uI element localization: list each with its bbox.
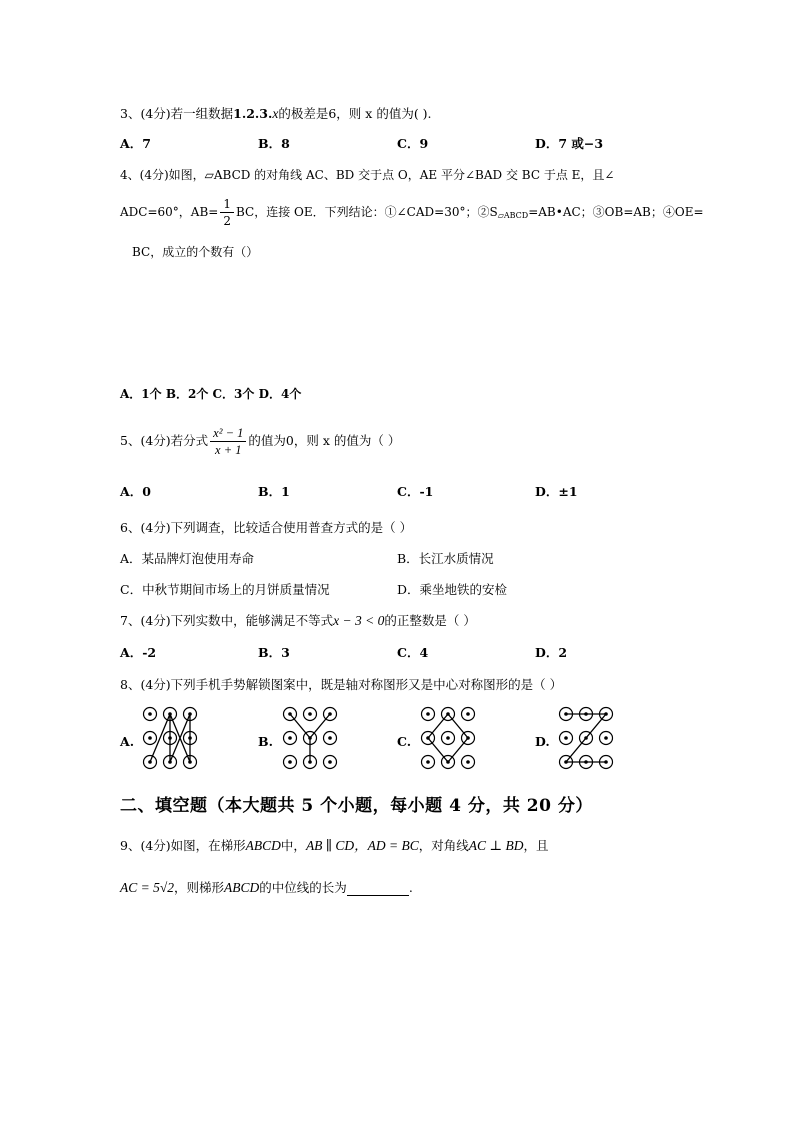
q5-numerator: x² − 1: [210, 425, 246, 442]
q3-option-b: B．8: [258, 136, 290, 151]
q9-text-d: ，且: [523, 838, 549, 853]
unlock-node-dot: [604, 760, 608, 764]
unlock-node-dot: [466, 712, 470, 716]
unlock-node-dot: [564, 712, 568, 716]
q5-text-b: 的值为0，则 x 的值为（ ）: [248, 433, 401, 448]
q3-option-d: D．7 或−3: [535, 136, 604, 151]
unlock-node-dot: [308, 736, 312, 740]
unlock-pattern-b: [280, 704, 340, 772]
unlock-node-dot: [426, 736, 430, 740]
q7-option-c: C．4: [397, 645, 429, 660]
unlock-node-dot: [466, 760, 470, 764]
q7-text-a: 7、(4分)下列实数中，能够满足不等式: [120, 613, 334, 628]
q4-text-b: BC，连接 OE．下列结论：①∠CAD=30°；②S: [235, 205, 498, 219]
unlock-node-dot: [328, 736, 332, 740]
question-7-stem: [120, 613, 476, 629]
q9-text-a: 9、(4分)如图，在梯形: [120, 838, 246, 853]
q4-frac-num: 1: [220, 196, 234, 213]
unlock-node-dot: [308, 760, 312, 764]
unlock-node-dot: [148, 712, 152, 716]
q5-option-a: A．0: [120, 484, 151, 499]
unlock-node-dot: [148, 760, 152, 764]
q9-end: .: [408, 880, 413, 895]
unlock-node-dot: [446, 736, 450, 740]
q5-option-c: C．-1: [397, 484, 434, 499]
q3-variable: x: [272, 106, 279, 121]
q7-inequality: x − 3 < 0: [333, 613, 385, 628]
q3-text-c: x: [365, 106, 373, 121]
unlock-node-dot: [328, 712, 332, 716]
unlock-node-dot: [148, 736, 152, 740]
q8-label-b: B.: [258, 734, 273, 749]
q9-text-c: ，对角线: [418, 838, 469, 853]
q5-fraction: [210, 425, 246, 458]
q7-option-d: D．2: [535, 645, 568, 660]
unlock-node-dot: [288, 736, 292, 740]
q4-text-a: ADC=60°，AB=: [120, 205, 219, 219]
q5-option-d: D．±1: [535, 484, 578, 499]
q9-perpendicular: AC ⊥ BD: [468, 838, 524, 853]
q6-option-d: D．乘坐地铁的安检: [397, 582, 508, 597]
q6-option-c: C．中秋节期间市场上的月饼质量情况: [120, 582, 330, 597]
unlock-node-dot: [604, 736, 608, 740]
q5-denominator: x + 1: [215, 443, 242, 457]
unlock-pattern-d: [556, 704, 616, 772]
q8-label-a: A.: [120, 734, 135, 749]
unlock-node-dot: [584, 712, 588, 716]
q7-text-b: 的正整数是（ ）: [384, 613, 476, 628]
q8-label-d: D.: [535, 734, 550, 749]
q3-text-d: 的值为( ).: [376, 106, 432, 121]
q3-option-c: C．9: [397, 136, 429, 151]
q9-text-f: 的中位线的长为: [259, 880, 347, 895]
q9-answer-blank[interactable]: [347, 883, 409, 896]
unlock-node-dot: [564, 736, 568, 740]
unlock-node-dot: [188, 712, 192, 716]
question-6-stem: 6、(4分)下列调查，比较适合使用普查方式的是（ ）: [120, 520, 413, 535]
q9-text-e: ，则梯形: [174, 880, 225, 895]
q4-fraction: [220, 196, 234, 229]
q9-abcd-2: ABCD: [224, 880, 260, 895]
q5-text-a: 5、(4分)若分式: [120, 433, 209, 448]
question-4-line-2: [120, 196, 704, 232]
question-4-line-3: BC，成立的个数有（）: [132, 245, 259, 259]
question-9-line-1: [120, 838, 549, 854]
q7-option-b: B．3: [258, 645, 290, 660]
unlock-node-dot: [288, 712, 292, 716]
section-2-heading: 二、填空题（本大题共 5 个小题，每小题 4 分，共 20 分）: [120, 796, 593, 816]
unlock-node-dot: [188, 736, 192, 740]
q9-abcd-1: ABCD: [245, 838, 281, 853]
q7-option-a: A．-2: [120, 645, 157, 660]
q3-data: 1.2.3.: [233, 106, 273, 121]
unlock-node-dot: [564, 760, 568, 764]
unlock-node-dot: [446, 712, 450, 716]
q6-option-b: B．长江水质情况: [397, 551, 494, 566]
q4-subscript: ▱ABCD: [497, 211, 529, 220]
q5-option-b: B．1: [258, 484, 290, 499]
q9-ac-value: AC = 5√2: [120, 880, 175, 895]
unlock-node-dot: [168, 760, 172, 764]
unlock-node-dot: [426, 760, 430, 764]
unlock-node-dot: [604, 712, 608, 716]
question-9-line-2: [120, 880, 413, 896]
q4-text-c: =AB•AC；③OB=AB；④OE=: [528, 205, 704, 219]
unlock-node-dot: [584, 736, 588, 740]
unlock-node-dot: [426, 712, 430, 716]
q3-text-a: 3、(4分)若一组数据: [120, 106, 234, 121]
q9-condition: AB ∥ CD，AD = BC: [305, 838, 419, 853]
unlock-node-dot: [466, 736, 470, 740]
question-5-stem: [120, 420, 400, 462]
unlock-node-dot: [584, 760, 588, 764]
question-4-line-1: 4、(4分)如图，▱ABCD 的对角线 AC、BD 交于点 O，AE 平分∠BAD 交 BC 于点 E，且∠: [120, 168, 615, 182]
q8-label-c: C.: [397, 734, 412, 749]
q6-option-a: A．某品牌灯泡使用寿命: [120, 551, 255, 566]
unlock-node-dot: [288, 760, 292, 764]
q4-frac-den: 2: [223, 214, 231, 228]
unlock-node-dot: [188, 760, 192, 764]
q4-options: A．1个 B．2个 C．3个 D．4个: [120, 387, 302, 401]
unlock-node-dot: [168, 712, 172, 716]
q9-text-b: 中，: [280, 838, 306, 853]
unlock-node-dot: [308, 712, 312, 716]
q3-option-a: A．7: [120, 136, 151, 151]
unlock-node-dot: [168, 736, 172, 740]
question-3-stem: [120, 106, 432, 122]
unlock-pattern-a: [140, 704, 200, 772]
q3-text-b: 的极差是6，则: [278, 106, 362, 121]
unlock-node-dot: [328, 760, 332, 764]
question-8-stem: 8、(4分)下列手机手势解锁图案中，既是轴对称图形又是中心对称图形的是（ ）: [120, 677, 563, 692]
unlock-pattern-c: [418, 704, 478, 772]
unlock-node-dot: [446, 760, 450, 764]
